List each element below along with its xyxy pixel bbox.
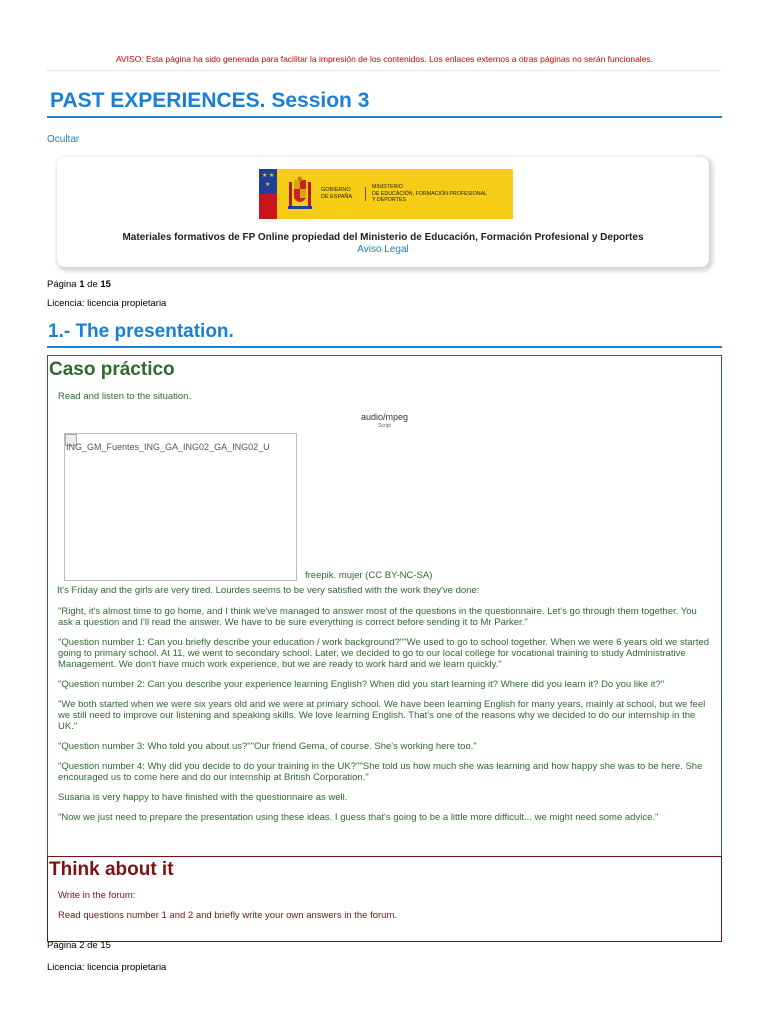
case-story	[58, 585, 714, 832]
hide-link[interactable]: Ocultar	[47, 134, 80, 145]
license-label-2: Licencia: licencia propietaria	[47, 962, 167, 973]
story-paragraph: "Right, it's almost time to go home, and I think we've managed to answer most of the questions in the questionnaire. Let's go through them together. You ask a question and I'll read the answer. We have to be sure everything is correct before sending it to Mr Parker."	[58, 606, 697, 628]
case-intro: Read and listen to the situation.	[58, 391, 192, 402]
section-underline	[47, 346, 722, 348]
case-study-title: Caso práctico	[49, 359, 175, 380]
license-text: Materiales formativos de FP Online propiedad del Ministerio de Educación, Formación Profesional y Deportes	[122, 232, 644, 243]
section-title: 1.- The presentation.	[48, 321, 234, 342]
license-label: Licencia: licencia propietaria	[47, 298, 167, 309]
page-counter: Página 1 de 15	[47, 279, 111, 290]
think-title: Think about it	[49, 859, 174, 880]
notice-divider	[47, 70, 722, 71]
audio-script-link[interactable]: Script	[378, 423, 391, 429]
page-counter-2: Página 2 de 15	[47, 940, 111, 951]
image-alt-text: ING_GM_Fuentes_ING_GA_ING02_GA_ING02_U	[66, 442, 270, 452]
print-notice: AVISO: Esta página ha sido generada para facilitar la impresión de los contenidos. Los enlaces externos a otras páginas no serán funcionales.	[115, 54, 654, 64]
page-title: PAST EXPERIENCES. Session 3	[50, 89, 370, 112]
story-paragraph: "Question number 4: Why did you decide to do your training in the UK?""She told us how much she was learning and how happy she was to be here. She encouraged us to come here and do our internship at British Corporation."	[58, 761, 703, 783]
think-about-it-box	[47, 856, 722, 942]
image-credit: freepik. mujer (CC BY-NC-SA)	[305, 570, 433, 581]
story-paragraph: "Question number 3: Who told you about us?""Our friend Gema, of course. She's working here too."	[58, 741, 477, 752]
story-paragraph: It's Friday and the girls are very tired. Lourdes seems to be very satisfied with the work they've done:	[57, 585, 480, 596]
think-task: Read questions number 1 and 2 and briefly write your own answers in the forum.	[58, 910, 398, 921]
story-paragraph: "Now we just need to prepare the presentation using these ideas. I guess that's going to be a little more difficult... we might need some advice."	[58, 812, 659, 823]
coat-of-arms-icon	[287, 176, 313, 212]
ministry-logo	[259, 169, 513, 219]
aviso-legal-link[interactable]: Aviso Legal	[357, 244, 409, 255]
gobierno-text: GOBIERNO DE ESPAÑA	[321, 187, 366, 201]
eu-flag-icon: ★ ★ ★	[259, 169, 277, 219]
case-image	[64, 433, 297, 581]
title-underline	[47, 116, 722, 118]
audio-player-label[interactable]: audio/mpeg	[360, 412, 409, 422]
story-paragraph: "Question number 2: Can you describe your experience learning English? When did you start learning it? Where did you learn it? Do you like it?"	[58, 679, 665, 690]
case-study-box	[47, 355, 722, 857]
story-paragraph: Susana is very happy to have finished with the questionnaire as well.	[58, 792, 348, 803]
license-box	[57, 157, 709, 267]
story-paragraph: "Question number 1: Can you briefly describe your education / work background?""We used to go to school together. When we were 6 years old we started going to primary school. At 11, we went to secondary school. Later, we decided to go to our local college for vocational training to study Administrative Management. We don't have much work experience, but we are ready to work hard and we learn quickly."	[58, 637, 710, 670]
story-paragraph: "We both started when we were six years old and we were at primary school. We have been learning English for many years, mainly at school, but we feel we still need to improve our listening and speaking skills. We love learning English. That's one of the reasons why we decided to do our internship in the UK."	[58, 699, 706, 732]
think-instruction: Write in the forum:	[58, 890, 136, 901]
ministerio-text: MINISTERIO DE EDUCACIÓN, FORMACIÓN PROFESIONAL Y DEPORTES	[372, 184, 488, 204]
